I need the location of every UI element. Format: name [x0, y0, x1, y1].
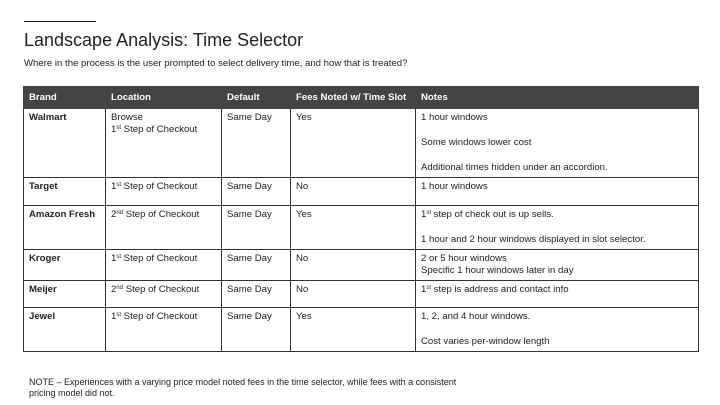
- table-row: [24, 206, 699, 250]
- location-line: Browse: [111, 112, 143, 123]
- note-line: 2 or 5 hour windows: [421, 253, 507, 264]
- table-row: [24, 308, 699, 352]
- brand-cell: Kroger: [24, 250, 106, 281]
- note-line: 1, 2, and 4 hour windows.: [421, 311, 531, 322]
- fees-cell: Yes: [291, 308, 416, 352]
- default-cell: Same Day: [222, 308, 291, 352]
- header-fees: Fees Noted w/ Time Slot: [291, 87, 416, 109]
- fees-cell: No: [291, 281, 416, 308]
- header-notes: Notes: [416, 87, 699, 109]
- brand-cell: Meijer: [24, 281, 106, 308]
- header-location: Location: [106, 87, 222, 109]
- comparison-table: [23, 86, 699, 352]
- note-line: Some windows lower cost: [421, 137, 532, 148]
- note-line: 1 hour and 2 hour windows displayed in slot selector.: [421, 234, 646, 245]
- default-cell: Same Day: [222, 250, 291, 281]
- location-line: 1st Step of Checkout: [111, 124, 198, 135]
- note-line: 1 hour windows: [421, 181, 488, 192]
- location-cell: 1st Step of Checkout: [106, 308, 222, 352]
- header-default: Default: [222, 87, 291, 109]
- notes-cell: [416, 281, 699, 308]
- footnote: NOTE – Experiences with a varying price model noted fees in the time selector, while fees with a consistent pricing model did not.: [29, 377, 457, 398]
- note-line: 1st step of check out is up sells.: [421, 209, 554, 220]
- page-subtitle: Where in the process is the user prompted to select delivery time, and how that is treated?: [24, 58, 408, 69]
- note-line: 1st step is address and contact info: [421, 284, 569, 295]
- note-line: Specific 1 hour windows later in day: [421, 265, 574, 276]
- location-cell: 2nd Step of Checkout: [106, 281, 222, 308]
- table-row: [24, 250, 699, 281]
- location-cell: 1st Step of Checkout: [106, 178, 222, 206]
- note-line: 1 hour windows: [421, 112, 488, 123]
- table-row: [24, 281, 699, 308]
- fees-cell: No: [291, 178, 416, 206]
- brand-cell: Jewel: [24, 308, 106, 352]
- default-cell: Same Day: [222, 281, 291, 308]
- default-cell: Same Day: [222, 178, 291, 206]
- fees-cell: Yes: [291, 206, 416, 250]
- note-line: Cost varies per-window length: [421, 336, 550, 347]
- brand-cell: Walmart: [24, 109, 106, 178]
- table-row: [24, 178, 699, 206]
- fees-cell: No: [291, 250, 416, 281]
- notes-cell: [416, 206, 699, 250]
- notes-cell: [416, 109, 699, 178]
- title-rule: [24, 21, 96, 22]
- notes-cell: [416, 178, 699, 206]
- page-title: Landscape Analysis: Time Selector: [24, 30, 304, 50]
- brand-cell: Target: [24, 178, 106, 206]
- notes-cell: [416, 308, 699, 352]
- location-cell: 2nd Step of Checkout: [106, 206, 222, 250]
- brand-cell: Amazon Fresh: [24, 206, 106, 250]
- default-cell: Same Day: [222, 206, 291, 250]
- table-row: [24, 109, 699, 178]
- default-cell: Same Day: [222, 109, 291, 178]
- fees-cell: Yes: [291, 109, 416, 178]
- note-line: Additional times hidden under an accordion.: [421, 162, 608, 173]
- notes-cell: [416, 250, 699, 281]
- location-cell: [106, 109, 222, 178]
- location-cell: 1st Step of Checkout: [106, 250, 222, 281]
- header-brand: Brand: [24, 87, 106, 109]
- table-header-row: [24, 87, 699, 109]
